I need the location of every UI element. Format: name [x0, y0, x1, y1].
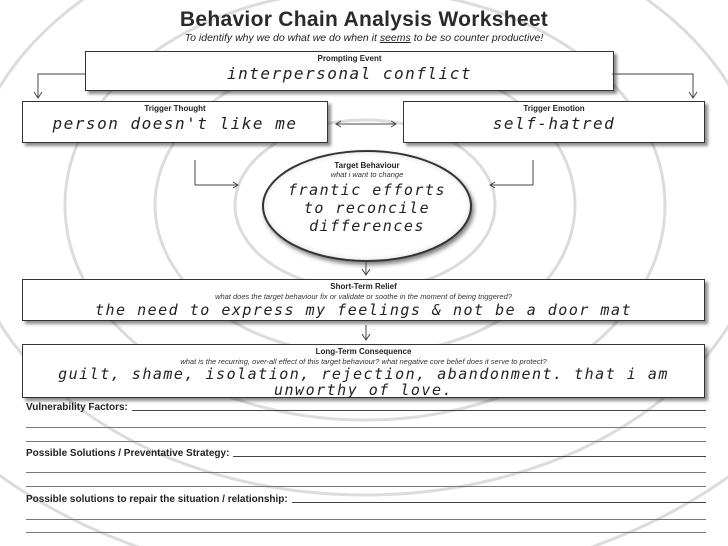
repair-solutions-label: Possible solutions to repair the situation / relationship:: [26, 494, 288, 505]
target-behaviour-circle: [262, 150, 472, 262]
target-behaviour-line-1[interactable]: frantic efforts: [288, 181, 446, 199]
repair-solutions-line-3[interactable]: [26, 532, 706, 533]
preventative-strategy-line[interactable]: [233, 455, 706, 457]
page-subtitle: To identify why we do what we do when it seems to be so counter productive!: [184, 32, 544, 44]
trigger-emotion-box: [403, 101, 705, 143]
short-term-relief-hint: what does the target behaviour fix or validate or soothe in the moment of being triggered?: [215, 292, 512, 301]
trigger-emotion-value[interactable]: self-hatred: [492, 114, 616, 133]
long-term-consequence-line-1[interactable]: guilt, shame, isolation, rejection, abandonment. that i am: [58, 365, 669, 383]
short-term-relief-label: Short-Term Relief: [330, 282, 397, 291]
short-term-relief-box: [22, 279, 705, 321]
prompting-event-value[interactable]: interpersonal conflict: [227, 64, 472, 83]
target-behaviour-hint: what i want to change: [330, 170, 404, 179]
short-term-relief-value[interactable]: the need to express my feelings & not be a door mat: [94, 301, 633, 319]
trigger-thought-box: [22, 101, 328, 143]
repair-solutions-field[interactable]: [26, 494, 706, 505]
long-term-consequence-hint: what is the recurring, over-all effect of this target behaviour? what negative core belief does it serve to protect?: [180, 357, 547, 366]
repair-solutions-line-2[interactable]: [26, 519, 706, 520]
long-term-consequence-box: [22, 344, 705, 398]
vulnerability-factors-field[interactable]: [26, 402, 706, 413]
trigger-thought-value[interactable]: person doesn't like me: [52, 114, 298, 133]
target-behaviour-label: Target Behaviour: [334, 161, 400, 170]
vulnerability-factors-line-3[interactable]: [26, 441, 706, 442]
preventative-strategy-line-2[interactable]: [26, 472, 706, 473]
vulnerability-factors-line-2[interactable]: [26, 427, 706, 428]
preventative-strategy-field[interactable]: [26, 448, 706, 459]
trigger-emotion-label: Trigger Emotion: [523, 104, 585, 113]
preventative-strategy-label: Possible Solutions / Preventative Strategy:: [26, 448, 230, 459]
long-term-consequence-label: Long-Term Consequence: [315, 347, 412, 356]
page-title: Behavior Chain Analysis Worksheet: [179, 8, 549, 31]
long-term-consequence-line-2[interactable]: unworthy of love.: [273, 381, 454, 399]
prompting-event-box: [85, 51, 614, 91]
trigger-thought-label: Trigger Thought: [144, 104, 206, 113]
target-behaviour-line-2[interactable]: to reconcile: [303, 199, 431, 217]
repair-solutions-line[interactable]: [292, 501, 706, 503]
vulnerability-factors-line[interactable]: [132, 409, 706, 411]
prompting-event-label: Prompting Event: [317, 54, 382, 63]
target-behaviour-line-3[interactable]: differences: [309, 217, 425, 235]
preventative-strategy-line-3[interactable]: [26, 486, 706, 487]
vulnerability-factors-label: Vulnerability Factors:: [26, 402, 128, 413]
